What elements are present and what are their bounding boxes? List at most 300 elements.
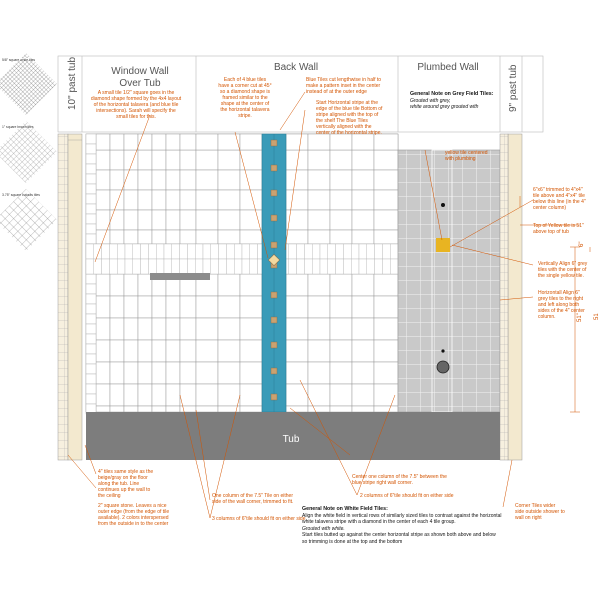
plumbing-fixture-small (441, 349, 444, 352)
white-field-tile (240, 230, 262, 244)
stripe-tile (102, 244, 110, 259)
white-field-tile (308, 150, 330, 170)
note-top-yellow: Top of Yellow tile is 51" above top of tub (533, 223, 584, 235)
stripe-tile (304, 259, 312, 274)
white-field-tile (218, 170, 240, 190)
white-field-tile (86, 204, 96, 214)
stripe-tile (180, 244, 188, 259)
white-field-tile (308, 134, 330, 150)
white-field-tile (152, 230, 166, 244)
white-field-tile (138, 150, 152, 170)
white-field-tile (124, 384, 138, 406)
stripe-tile (133, 259, 141, 274)
white-field-tile (138, 384, 152, 406)
white-field-tile (308, 170, 330, 190)
white-field-tile (152, 362, 166, 384)
grey-note-title: General Note on Grey Field Tiles: (410, 91, 494, 97)
legend-label-white: 5/8" square white tiles (2, 58, 36, 62)
stripe-tile (359, 259, 367, 274)
white-field-tile (96, 150, 110, 170)
white-field-tile (330, 150, 352, 170)
white-field-tile (86, 194, 96, 204)
right-edge-column (500, 134, 522, 460)
white-field-tile (218, 274, 240, 296)
stripe-tile (187, 244, 195, 259)
white-field-tile (86, 344, 96, 354)
white-field-tile (86, 284, 96, 294)
tub-label: Tub (282, 434, 300, 445)
white-field-tile (308, 210, 330, 230)
white-field-tile (166, 230, 180, 244)
white-field-tile (330, 340, 352, 362)
white-field-tile (86, 144, 96, 154)
white-field-tile (86, 314, 96, 324)
stripe-tile (367, 259, 375, 274)
stripe-tile (390, 259, 398, 274)
white-field-tile (110, 340, 124, 362)
white-field-tile (374, 190, 398, 210)
white-field-tile (166, 318, 180, 340)
white-field-tile (166, 170, 180, 190)
stripe-tile (219, 259, 227, 274)
white-field-tile (124, 170, 138, 190)
legend-label-cutouts: 3.75" square cutouts tiles (2, 193, 40, 197)
white-field-tile (138, 406, 152, 412)
stripe-tile (86, 259, 94, 274)
white-field-tile (374, 134, 398, 150)
white-field-tile (138, 230, 152, 244)
white-field-tile (330, 170, 352, 190)
stripe-tile (312, 244, 320, 259)
white-field-tile (240, 296, 262, 318)
white-field-tile (308, 230, 330, 244)
white-field-tile (218, 190, 240, 210)
white-field-tile (124, 406, 138, 412)
white-field-tile (286, 406, 308, 412)
white-note-grouted: Grouted with white. (302, 525, 345, 532)
white-field-tile (110, 134, 124, 150)
white-field-tile (124, 362, 138, 384)
white-field-tile (110, 170, 124, 190)
white-field-tile (110, 406, 124, 412)
stripe-tile (289, 259, 297, 274)
white-field-tile (166, 384, 180, 406)
white-field-tile (330, 274, 352, 296)
white-field-tile (96, 406, 110, 412)
white-field-tile (138, 362, 152, 384)
yellow-tile (436, 238, 450, 252)
stripe-tile (109, 244, 117, 259)
stripe-tile (117, 244, 125, 259)
stripe-tile (312, 259, 320, 274)
stripe-tile (148, 259, 156, 274)
stripe-tile (94, 244, 102, 259)
white-field-tile (166, 134, 180, 150)
white-field-tile (374, 210, 398, 230)
stripe-tile (102, 259, 110, 274)
white-field-tile (286, 170, 308, 190)
white-field-tile (240, 150, 262, 170)
white-field-tile (330, 210, 352, 230)
stripe-tile (125, 259, 133, 274)
stripe-tile (211, 244, 219, 259)
white-field-tile (124, 230, 138, 244)
white-field-tile (308, 190, 330, 210)
white-field-tile (152, 210, 166, 230)
white-field-tile (86, 304, 96, 314)
white-field-tile (352, 384, 374, 406)
white-field-tile (110, 362, 124, 384)
stripe-tile (382, 259, 390, 274)
white-field-tile (96, 190, 110, 210)
white-field-tile (96, 274, 110, 296)
white-field-tile (286, 134, 308, 150)
stripe-tile (86, 244, 94, 259)
stripe-tile (203, 244, 211, 259)
white-field-tile (110, 318, 124, 340)
white-field-tile (240, 210, 262, 230)
white-field-tile (152, 150, 166, 170)
stripe-grid (86, 244, 398, 274)
legend-swatch-white (0, 53, 57, 115)
header-plumbed-wall: Plumbed Wall (417, 62, 479, 73)
stripe-tile (187, 259, 195, 274)
stripe-tile (219, 244, 227, 259)
stripe-tile (172, 244, 180, 259)
note-two-columns: 2 columns of 6"tile should fit on either side (360, 493, 454, 499)
white-field-tile (218, 296, 240, 318)
white-field-tile (110, 230, 124, 244)
stripe-tile (141, 259, 149, 274)
stripe-tile (390, 244, 398, 259)
note-window-diamond: A small tile 1/2" square goes in the diamond shape formed by the 4x4 layout of the horizontal talavera (and blue tile intersections). Sarah will specify the small tiles for this. (90, 90, 182, 120)
white-field-tile (218, 384, 240, 406)
white-field-tile (374, 384, 398, 406)
white-field-tile (196, 210, 218, 230)
blue-stripe-accent (271, 165, 277, 171)
note-corner-tiles: Corner Tiles wider side outside shower to wall on right (515, 503, 565, 521)
grey-note-line2: white around grey grouted with (410, 104, 479, 110)
white-field-tile (330, 318, 352, 340)
white-field-tile (352, 362, 374, 384)
blue-stripe-accent (271, 394, 277, 400)
white-field-tile (374, 230, 398, 244)
stripe-tile (304, 244, 312, 259)
shelf (150, 273, 210, 280)
header-left-past-tub: 10" past tub (67, 56, 78, 110)
white-field-tile (86, 294, 96, 304)
white-field-tile (152, 384, 166, 406)
white-field-tile (166, 362, 180, 384)
white-field-tile (180, 210, 196, 230)
white-field-tile (196, 296, 218, 318)
white-field-tile (352, 406, 374, 412)
blue-stripe-accent (271, 342, 277, 348)
white-field-tile (110, 296, 124, 318)
header-back-wall: Back Wall (273, 62, 319, 73)
white-field-tile (286, 384, 308, 406)
stripe-tile (180, 259, 188, 274)
stripe-tile (250, 244, 258, 259)
white-field-tile (196, 170, 218, 190)
white-field-tile (352, 296, 374, 318)
white-field-tile (124, 134, 138, 150)
white-field-tile (96, 170, 110, 190)
white-field-tile (124, 340, 138, 362)
white-field-tile (138, 210, 152, 230)
white-field-tile (374, 150, 398, 170)
white-field-tile (330, 384, 352, 406)
white-field-tile (240, 362, 262, 384)
blue-stripe-accent (271, 190, 277, 196)
note-four-blue-tiles: Each of 4 blue tiles have a corner cut at 45° so a diamond shape is framed similar to the shape at the center of the horizontal talavera stripe. (218, 77, 272, 119)
plumbing-fixture-valve (437, 361, 449, 373)
white-field-tile (152, 134, 166, 150)
white-field-tile (166, 150, 180, 170)
blue-stripe-accent (271, 242, 277, 248)
stripe-tile (367, 244, 375, 259)
blue-stripe-accent (271, 317, 277, 323)
white-field-tile (330, 134, 352, 150)
white-field-tile (196, 340, 218, 362)
stripe-tile (343, 244, 351, 259)
note-start-stripe: Start Horizontal stripe at the edge of the blue tile Bottom of stripe aligned with the top of the shelf The Blue Tiles vertically aligned with the center of the horizontal stripe. (316, 100, 383, 136)
white-field-tile (152, 340, 166, 362)
white-field-tile (196, 150, 218, 170)
white-field-tile (286, 274, 308, 296)
white-field-tile (152, 190, 166, 210)
stripe-tile (320, 244, 328, 259)
white-field-tile (96, 134, 110, 150)
legend-label-brown: 1" square brown tiles (2, 125, 34, 129)
grey-field-note (410, 91, 500, 111)
left-edge-column (58, 134, 82, 460)
white-field-tile (374, 362, 398, 384)
stripe-tile (328, 244, 336, 259)
white-field-tile (180, 296, 196, 318)
white-field-tile (308, 318, 330, 340)
stripe-tile (234, 259, 242, 274)
stripe-tile (125, 244, 133, 259)
note-six-by-six: 6"x6" trimmed to 4"x4" tile above and 4"x4" tile below this line (in the 4" center column) (533, 187, 586, 211)
white-field-tile (152, 406, 166, 412)
stripe-tile (195, 259, 203, 274)
white-field-tile (218, 318, 240, 340)
stripe-tile (250, 259, 258, 274)
stripe-tile (211, 259, 219, 274)
white-field-tile (352, 230, 374, 244)
stripe-tile (133, 244, 141, 259)
white-field-tile (330, 230, 352, 244)
note-horizontal-align: Horizontall Align 6" grey tiles to the right and left along both sides of the 4" center column. (538, 290, 585, 320)
white-field-tile (286, 362, 308, 384)
stripe-tile (375, 259, 383, 274)
white-field-tile (152, 296, 166, 318)
white-field-tile (166, 340, 180, 362)
white-field-tile (96, 230, 110, 244)
white-field-tile (180, 340, 196, 362)
note-vertical-align: Vertically Align 6" grey tiles with the center of the single yellow tile. (538, 261, 588, 279)
white-field-tile (152, 318, 166, 340)
white-field-tile (110, 384, 124, 406)
stripe-tile (351, 259, 359, 274)
header-window-wall-sub: Over Tub (119, 78, 161, 89)
white-field-tile (86, 154, 96, 164)
white-field-tile (196, 230, 218, 244)
legend-swatch-brown (0, 121, 57, 183)
stripe-tile (203, 259, 211, 274)
white-field-tile (240, 340, 262, 362)
stripe-tile (328, 259, 336, 274)
white-field-tile (138, 190, 152, 210)
white-field-tile (374, 274, 398, 296)
white-field-tile (330, 362, 352, 384)
white-field-tile (286, 296, 308, 318)
note-two-inch-stone: 2" square stone. Leaves a nice outer edge (from the edge of tile available). 2 colors interspersed from the outside in to the center (98, 503, 170, 527)
white-field-tile (352, 150, 374, 170)
plumbing-fixture-top (441, 203, 445, 207)
white-field-tile (86, 234, 96, 244)
stripe-tile (375, 244, 383, 259)
note-yellow-tile: yellow tile centered with plumbing (445, 150, 488, 162)
stripe-tile (289, 244, 297, 259)
white-field-tile (180, 230, 196, 244)
white-field-tile (240, 134, 262, 150)
white-field-tile (286, 340, 308, 362)
white-field-note (302, 506, 502, 545)
stripe-tile (320, 259, 328, 274)
legend (0, 53, 57, 251)
white-field-tile (110, 190, 124, 210)
blue-stripe-accent (271, 140, 277, 146)
stripe-tile (234, 244, 242, 259)
white-field-tile (240, 318, 262, 340)
white-field-tile (218, 340, 240, 362)
white-field-tile (96, 384, 110, 406)
stripe-tile (172, 259, 180, 274)
white-field-tile (180, 134, 196, 150)
stripe-tile (242, 244, 250, 259)
white-field-tile (86, 164, 96, 174)
stripe-tile (242, 259, 250, 274)
stripe-tile (156, 259, 164, 274)
stripe-tile (336, 259, 344, 274)
white-field-tile (352, 190, 374, 210)
stripe-tile (141, 244, 149, 259)
white-field-tile (124, 296, 138, 318)
white-field-tile (196, 384, 218, 406)
note-blue-stripe: Blue Tiles cut lengthwise in half to make a pattern inset in the center instead of at the outer edge (306, 77, 382, 95)
white-field-tile (96, 318, 110, 340)
white-field-tile (374, 406, 398, 412)
white-field-tile (240, 384, 262, 406)
white-field-tile (330, 406, 352, 412)
white-field-tile (86, 184, 96, 194)
note-one-column: One column of the 7.5" Tile on either side of the wall corner, trimmed to fit. (212, 493, 294, 505)
white-field-tile (286, 318, 308, 340)
stripe-tile (382, 244, 390, 259)
white-field-tile (124, 210, 138, 230)
stripe-tile (148, 244, 156, 259)
white-field-tile (240, 274, 262, 296)
white-note-title: General Note on White Field Tiles: (302, 506, 388, 512)
note-center-one-column: Center one column of the 7.5" between the blue stripe right wall corner. (352, 474, 447, 486)
white-field-tile (86, 374, 96, 384)
white-field-tile (286, 190, 308, 210)
white-field-tile (110, 210, 124, 230)
white-field-tile (218, 150, 240, 170)
header-right-past-tub: 9" past tub (508, 64, 519, 112)
white-field-tile (138, 170, 152, 190)
white-field-tile (196, 406, 218, 412)
white-field-tile (166, 210, 180, 230)
white-field-tile (374, 340, 398, 362)
white-field-tile (86, 334, 96, 344)
white-field-tile (124, 274, 138, 296)
stripe-tile (351, 244, 359, 259)
white-field-tile (308, 406, 330, 412)
white-field-tile (124, 190, 138, 210)
white-field-tile (352, 318, 374, 340)
dim-51b-label: 51 (594, 313, 600, 320)
white-field-tile (218, 230, 240, 244)
white-field-tile (86, 214, 96, 224)
white-field-tile (308, 274, 330, 296)
white-field-tile (166, 296, 180, 318)
white-field-tile (308, 296, 330, 318)
white-field-tile (124, 318, 138, 340)
white-field-tile (286, 230, 308, 244)
white-field-tile (180, 384, 196, 406)
blue-stripe-accent (271, 215, 277, 221)
white-field-tile (308, 362, 330, 384)
white-field-tile (86, 224, 96, 234)
white-field-tile (218, 210, 240, 230)
white-field-tile (86, 274, 96, 284)
grey-note-line1: Grouted with grey, (410, 97, 451, 104)
white-field-tile (138, 340, 152, 362)
white-field-tile (196, 362, 218, 384)
blue-stripe-accent (271, 292, 277, 298)
stripe-tile (164, 244, 172, 259)
white-field-tile (166, 190, 180, 210)
white-field-tile (352, 274, 374, 296)
white-field-tile (86, 394, 96, 404)
stripe-tile (195, 244, 203, 259)
tub (86, 412, 500, 460)
stripe-tile (226, 244, 234, 259)
white-field-tile (86, 134, 96, 144)
white-field-tile (86, 174, 96, 184)
white-field-tile (374, 296, 398, 318)
stripe-tile (109, 259, 117, 274)
white-field-tile (330, 190, 352, 210)
white-field-tile (180, 318, 196, 340)
white-field-tile (308, 340, 330, 362)
white-field-tile (138, 296, 152, 318)
white-field-tile (240, 170, 262, 190)
stripe-tile (117, 259, 125, 274)
white-field-tile (352, 340, 374, 362)
white-field-tile (110, 274, 124, 296)
legend-swatch-cutouts (0, 189, 57, 251)
white-field-tile (196, 134, 218, 150)
stripe-tile (226, 259, 234, 274)
blue-stripe-accent (271, 368, 277, 374)
white-field-tile (96, 296, 110, 318)
white-field-tile (180, 190, 196, 210)
stripe-tile (94, 259, 102, 274)
